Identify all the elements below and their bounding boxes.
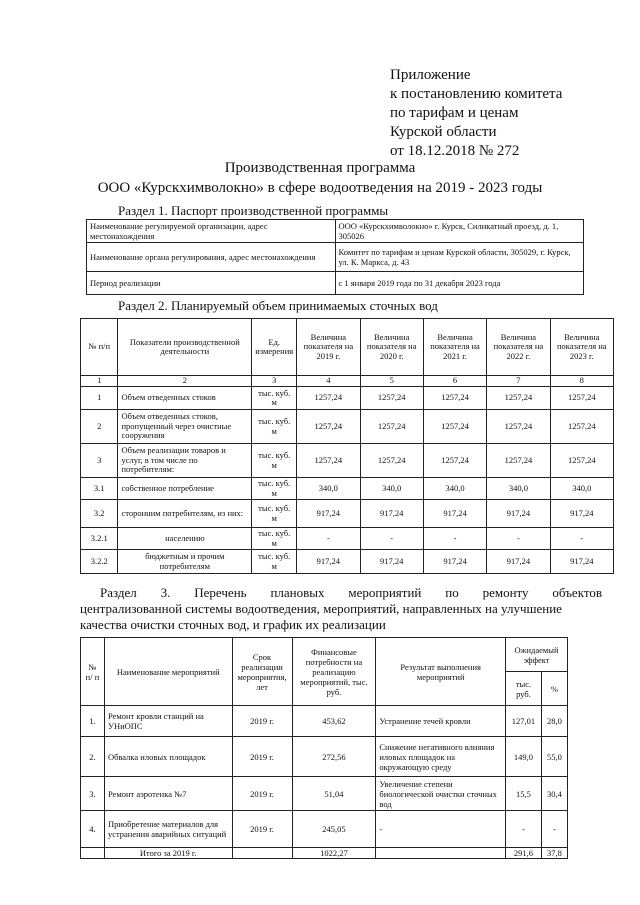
- passport-value: Комитет по тарифам и ценам Курской области, 305029, г. Курск, ул. К. Маркса, д. 43: [335, 243, 584, 272]
- col-header: Ед. измерения: [252, 319, 297, 376]
- col-header: Величина показателя на 2019 г.: [297, 319, 360, 376]
- measure-name: Обвалка иловых площадок: [104, 737, 232, 777]
- table-row: [81, 500, 614, 528]
- empty-cell: [376, 848, 506, 859]
- indicator-name: Объем отведенных стоков: [118, 387, 252, 410]
- empty-cell: [232, 848, 292, 859]
- effect-rub: 149,0: [506, 737, 542, 777]
- indicator-name: Объем реализации товаров и услуг, в том числе по потребителям:: [118, 444, 252, 478]
- value-cell: 917,24: [360, 500, 423, 528]
- value-cell: 917,24: [360, 550, 423, 574]
- value-cell: 1257,24: [360, 444, 423, 478]
- col-header: Результат выполнения мероприятий: [376, 638, 506, 706]
- unit: тыс. куб. м: [252, 387, 297, 410]
- unit: тыс. куб. м: [252, 500, 297, 528]
- value-cell: -: [487, 528, 550, 550]
- table-row: [81, 777, 568, 811]
- table-row: [81, 444, 614, 478]
- table-row: [87, 243, 584, 272]
- value-cell: 340,0: [423, 478, 486, 500]
- measure-term: 2019 г.: [232, 777, 292, 811]
- measure-finance: 245,05: [292, 811, 376, 848]
- indicator-name: Объем отведенных стоков, пропущенный через очистные сооружения: [118, 410, 252, 444]
- value-cell: 1257,24: [423, 410, 486, 444]
- value-cell: 340,0: [487, 478, 550, 500]
- value-cell: 917,24: [423, 550, 486, 574]
- unit: тыс. куб. м: [252, 550, 297, 574]
- value-cell: 340,0: [360, 478, 423, 500]
- value-cell: 1257,24: [423, 444, 486, 478]
- effect-pct: 30,4: [541, 777, 567, 811]
- col-header: Величина показателя на 2022 г.: [487, 319, 550, 376]
- row-number: 3.2: [81, 500, 118, 528]
- unit: тыс. куб. м: [252, 478, 297, 500]
- passport-label: Наименование органа регулирования, адрес местонахождения: [87, 243, 336, 272]
- effect-rub: -: [506, 811, 542, 848]
- value-cell: 1257,24: [487, 387, 550, 410]
- measure-name: Приобретение материалов для устранения аварийных ситуаций: [104, 811, 232, 848]
- unit: тыс. куб. м: [252, 444, 297, 478]
- passport-value: с 1 января 2019 года по 31 декабря 2023 года: [335, 272, 584, 295]
- table-header-row: [81, 638, 568, 672]
- section2-heading: Раздел 2. Планируемый объем принимаемых сточных вод: [118, 298, 438, 313]
- col-header: № п/п: [81, 319, 118, 376]
- section1-heading: Раздел 1. Паспорт производственной программы: [118, 203, 389, 218]
- value-cell: 917,24: [297, 500, 360, 528]
- value-cell: 1257,24: [487, 444, 550, 478]
- measure-name: Ремонт аэротенка №7: [104, 777, 232, 811]
- measure-name: Ремонт кровли станций на УНиОПС: [104, 706, 232, 737]
- col-header: Величина показателя на 2023 г.: [550, 319, 613, 376]
- value-cell: 917,24: [550, 550, 613, 574]
- row-number: 1: [81, 387, 118, 410]
- passport-label: Наименование регулируемой организации, адрес местонахождения: [87, 220, 336, 243]
- row-number: 3.2.2: [81, 550, 118, 574]
- appendix-line: по тарифам и ценам: [390, 105, 519, 121]
- unit: тыс. куб. м: [252, 410, 297, 444]
- measure-result: Снижение негативного влияния иловых площадок на окружающую среду: [376, 737, 506, 777]
- passport-table: [86, 219, 584, 295]
- total-rub: 291,6: [506, 848, 542, 859]
- value-cell: 917,24: [487, 550, 550, 574]
- value-cell: 1257,24: [297, 444, 360, 478]
- value-cell: 1257,24: [297, 410, 360, 444]
- col-header: Величина показателя на 2020 г.: [360, 319, 423, 376]
- col-number: 6: [423, 376, 486, 387]
- value-cell: 917,24: [487, 500, 550, 528]
- col-header: Финансовые потребности на реализацию мероприятий, тыс. руб.: [292, 638, 376, 706]
- row-number: 4.: [81, 811, 105, 848]
- row-number: 3: [81, 444, 118, 478]
- section3-heading: [80, 585, 602, 633]
- row-number: 2: [81, 410, 118, 444]
- value-cell: 917,24: [550, 500, 613, 528]
- appendix-line: Приложение: [390, 67, 471, 83]
- effect-pct: 55,0: [541, 737, 567, 777]
- effect-rub: 127,01: [506, 706, 542, 737]
- indicator-name: населению: [118, 528, 252, 550]
- value-cell: 1257,24: [360, 410, 423, 444]
- effect-pct: -: [541, 811, 567, 848]
- value-cell: 917,24: [423, 500, 486, 528]
- measure-result: Устранение течей кровли: [376, 706, 506, 737]
- col-number: 7: [487, 376, 550, 387]
- value-cell: -: [360, 528, 423, 550]
- indicator-name: собственное потребление: [118, 478, 252, 500]
- measure-term: 2019 г.: [232, 706, 292, 737]
- col-header: Наименование мероприятий: [104, 638, 232, 706]
- col-header: Ожидаемый эффект: [506, 638, 568, 672]
- col-header: %: [541, 672, 567, 706]
- measure-result: -: [376, 811, 506, 848]
- value-cell: 340,0: [297, 478, 360, 500]
- value-cell: 1257,24: [297, 387, 360, 410]
- col-number: 8: [550, 376, 613, 387]
- measure-result: Увеличение степени биологической очистки сточных вод: [376, 777, 506, 811]
- measures-table: [80, 637, 568, 859]
- section3-heading-line: Раздел 3. Перечень плановых мероприятий по ремонту объектов: [100, 585, 602, 600]
- row-number: 2.: [81, 737, 105, 777]
- value-cell: 1257,24: [550, 410, 613, 444]
- row-number: 3.: [81, 777, 105, 811]
- table-row: [81, 550, 614, 574]
- measure-finance: 51,04: [292, 777, 376, 811]
- measure-finance: 272,56: [292, 737, 376, 777]
- section3-heading-line: централизованной системы водоотведения, мероприятий, направленных на улучшение: [80, 601, 562, 616]
- col-header: тыс. руб.: [506, 672, 542, 706]
- document-title: Производственная программа: [224, 160, 416, 176]
- appendix-line: Курской области: [390, 124, 497, 140]
- table-row: [87, 220, 584, 243]
- appendix-block: [390, 66, 562, 161]
- value-cell: 1257,24: [550, 444, 613, 478]
- table-row: [81, 528, 614, 550]
- row-number: 3.1: [81, 478, 118, 500]
- total-finance: 1022,27: [292, 848, 376, 859]
- volume-table: [80, 318, 614, 574]
- col-number: 5: [360, 376, 423, 387]
- total-row: [81, 848, 568, 859]
- table-row: [81, 387, 614, 410]
- col-header: Срок реализации мероприятия, лет: [232, 638, 292, 706]
- appendix-line: от 18.12.2018 № 272: [390, 143, 520, 159]
- table-row: [81, 811, 568, 848]
- table-row: [81, 478, 614, 500]
- total-pct: 37,8: [541, 848, 567, 859]
- col-number: 2: [118, 376, 252, 387]
- col-header: Величина показателя на 2021 г.: [423, 319, 486, 376]
- value-cell: -: [423, 528, 486, 550]
- total-label: Итого за 2019 г.: [104, 848, 232, 859]
- col-header: Показатели производственной деятельности: [118, 319, 252, 376]
- value-cell: -: [550, 528, 613, 550]
- table-row: [81, 410, 614, 444]
- measure-finance: 453,62: [292, 706, 376, 737]
- row-number: 1.: [81, 706, 105, 737]
- row-number: 3.2.1: [81, 528, 118, 550]
- measure-term: 2019 г.: [232, 737, 292, 777]
- document-subtitle: ООО «Курскхимволокно» в сфере водоотведения на 2019 - 2023 годы: [97, 180, 543, 196]
- measure-term: 2019 г.: [232, 811, 292, 848]
- column-number-row: [81, 376, 614, 387]
- unit: тыс. куб. м: [252, 528, 297, 550]
- passport-value: ООО «Курскхимволокно» г. Курск, Силикатный проезд, д. 1, 305026: [335, 220, 584, 243]
- effect-pct: 28,0: [541, 706, 567, 737]
- table-header-row: [81, 319, 614, 376]
- section3-heading-line: качества очистки сточных вод, и график их реализации: [80, 617, 386, 632]
- table-row: [81, 737, 568, 777]
- passport-label: Период реализации: [87, 272, 336, 295]
- appendix-line: к постановлению комитета: [390, 86, 563, 102]
- col-number: 3: [252, 376, 297, 387]
- value-cell: 340,0: [550, 478, 613, 500]
- col-number: 1: [81, 376, 118, 387]
- value-cell: 1257,24: [360, 387, 423, 410]
- value-cell: 917,24: [297, 550, 360, 574]
- value-cell: 1257,24: [423, 387, 486, 410]
- effect-rub: 15,5: [506, 777, 542, 811]
- value-cell: 1257,24: [550, 387, 613, 410]
- value-cell: 1257,24: [487, 410, 550, 444]
- col-number: 4: [297, 376, 360, 387]
- table-row: [81, 706, 568, 737]
- value-cell: -: [297, 528, 360, 550]
- table-row: [87, 272, 584, 295]
- col-header: № п/ п: [81, 638, 105, 706]
- indicator-name: сторонним потребителям, из них:: [118, 500, 252, 528]
- indicator-name: бюджетным и прочим потребителям: [118, 550, 252, 574]
- empty-cell: [81, 848, 105, 859]
